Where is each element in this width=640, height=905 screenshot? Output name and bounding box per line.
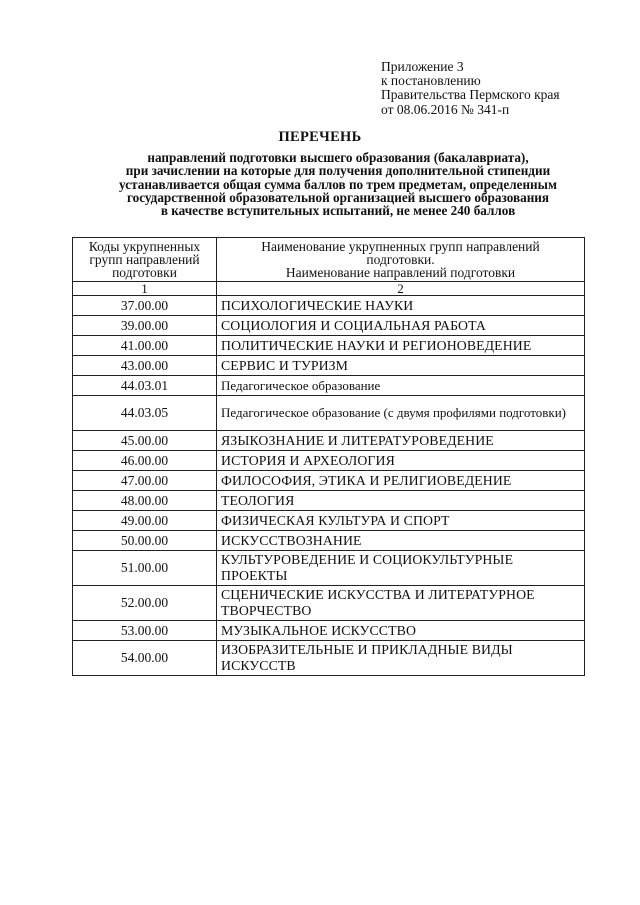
direction-name: ФИЛОСОФИЯ, ЭТИКА И РЕЛИГИОВЕДЕНИЕ <box>217 471 585 491</box>
table-row <box>73 376 585 396</box>
direction-code: 44.03.05 <box>73 396 217 431</box>
column-number-row <box>73 282 585 296</box>
table-header-row <box>73 238 585 282</box>
header-codes <box>73 238 217 282</box>
direction-code: 45.00.00 <box>73 431 217 451</box>
appendix-note <box>381 60 560 117</box>
direction-code: 54.00.00 <box>73 641 217 676</box>
subtitle-line: направлений подготовки высшего образования (бакалавриата), <box>147 150 529 165</box>
direction-name: СОЦИОЛОГИЯ И СОЦИАЛЬНАЯ РАБОТА <box>217 316 585 336</box>
table-row <box>73 396 585 431</box>
direction-name: СЦЕНИЧЕСКИЕ ИСКУССТВА И ЛИТЕРАТУРНОЕ ТВОРЧЕСТВО <box>217 586 585 621</box>
table-row <box>73 336 585 356</box>
appendix-line: от 08.06.2016 № 341-п <box>381 101 510 117</box>
header-line: Наименование укрупненных групп направлений <box>261 239 540 254</box>
direction-name: СЕРВИС И ТУРИЗМ <box>217 356 585 376</box>
direction-code: 43.00.00 <box>73 356 217 376</box>
direction-code: 44.03.01 <box>73 376 217 396</box>
direction-code: 39.00.00 <box>73 316 217 336</box>
subtitle-line: при зачислении на которые для получения дополнительной стипендии <box>125 163 551 179</box>
direction-name: ПОЛИТИЧЕСКИЕ НАУКИ И РЕГИОНОВЕДЕНИЕ <box>217 336 585 356</box>
table-row <box>73 316 585 336</box>
direction-name: ИСКУССТВОЗНАНИЕ <box>217 531 585 551</box>
subtitle-line: устанавливается общая сумма баллов по трем предметам, определенным <box>119 176 557 192</box>
table-row <box>73 511 585 531</box>
direction-code: 52.00.00 <box>73 586 217 621</box>
document-subtitle <box>88 151 588 217</box>
header-line: подготовки <box>112 265 177 280</box>
direction-code: 37.00.00 <box>73 296 217 316</box>
table-row <box>73 586 585 621</box>
direction-name: МУЗЫКАЛЬНОЕ ИСКУССТВО <box>217 621 585 641</box>
directions-table <box>72 237 585 676</box>
direction-code: 49.00.00 <box>73 511 217 531</box>
direction-name: ФИЗИЧЕСКАЯ КУЛЬТУРА И СПОРТ <box>217 511 585 531</box>
direction-code: 53.00.00 <box>73 621 217 641</box>
table-row <box>73 531 585 551</box>
table-row <box>73 551 585 586</box>
direction-code: 41.00.00 <box>73 336 217 356</box>
subtitle-line: в качестве вступительных испытаний, не менее 240 баллов <box>160 203 516 219</box>
table-row <box>73 356 585 376</box>
direction-name: ЯЗЫКОЗНАНИЕ И ЛИТЕРАТУРОВЕДЕНИЕ <box>217 431 585 451</box>
appendix-line: Приложение 3 <box>381 59 464 74</box>
direction-name: ПСИХОЛОГИЧЕСКИЕ НАУКИ <box>217 296 585 316</box>
direction-code: 50.00.00 <box>73 531 217 551</box>
direction-name: Педагогическое образование <box>217 376 585 396</box>
header-names <box>217 238 585 282</box>
direction-name: ИЗОБРАЗИТЕЛЬНЫЕ И ПРИКЛАДНЫЕ ВИДЫ ИСКУССТВ <box>217 641 585 676</box>
subtitle-line: государственной образовательной организацией высшего образования <box>126 189 550 205</box>
appendix-line: к постановлению <box>381 73 481 89</box>
header-line: групп направлений <box>89 252 200 267</box>
direction-code: 47.00.00 <box>73 471 217 491</box>
column-number: 2 <box>217 282 585 296</box>
table-row <box>73 451 585 471</box>
direction-name: КУЛЬТУРОВЕДЕНИЕ И СОЦИОКУЛЬТУРНЫЕ ПРОЕКТЫ <box>217 551 585 586</box>
column-number: 1 <box>73 282 217 296</box>
table-row <box>73 431 585 451</box>
header-line: Коды укрупненных <box>88 239 201 254</box>
direction-code: 48.00.00 <box>73 491 217 511</box>
document-title: ПЕРЕЧЕНЬ <box>278 129 362 145</box>
table-row <box>73 621 585 641</box>
direction-name: Педагогическое образование (с двумя профилями подготовки) <box>217 396 585 431</box>
table-row <box>73 641 585 676</box>
direction-name: ТЕОЛОГИЯ <box>217 491 585 511</box>
appendix-line: Правительства Пермского края <box>381 87 560 103</box>
table-row <box>73 491 585 511</box>
direction-name: ИСТОРИЯ И АРХЕОЛОГИЯ <box>217 451 585 471</box>
direction-code: 51.00.00 <box>73 551 217 586</box>
table-row <box>73 296 585 316</box>
header-line: Наименование направлений подготовки <box>285 265 516 280</box>
direction-code: 46.00.00 <box>73 451 217 471</box>
header-line: подготовки. <box>366 252 435 267</box>
table-row <box>73 471 585 491</box>
